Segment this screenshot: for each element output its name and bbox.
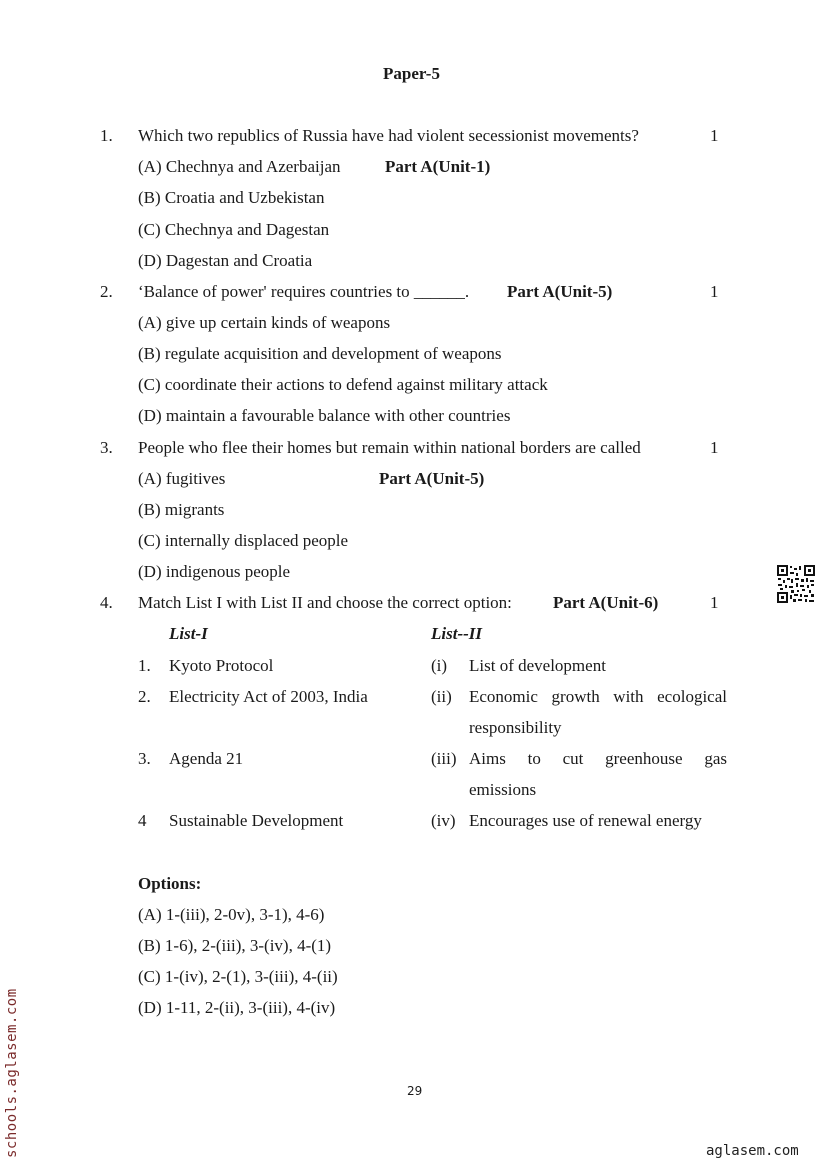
list1-item: Agenda 21 xyxy=(169,749,244,768)
option-c: (C) coordinate their actions to defend against military attack xyxy=(138,375,548,394)
list2-item-number: (iii) xyxy=(431,749,457,768)
part-label: Part A(Unit-5) xyxy=(379,469,485,488)
list2-item-number: (iv) xyxy=(431,811,456,830)
option-a: (A) Chechnya and Azerbaijan xyxy=(138,157,341,176)
list2-item-continuation: emissions xyxy=(469,780,537,799)
option-a: (A) give up certain kinds of weapons xyxy=(138,313,391,332)
list1-item: Kyoto Protocol xyxy=(169,656,274,675)
question-mark: 1 xyxy=(710,438,719,457)
list2-item-continuation: responsibility xyxy=(469,718,562,737)
option-d: (D) indigenous people xyxy=(138,562,291,581)
option-b: (B) 1-6), 2-(iii), 3-(iv), 4-(1) xyxy=(138,936,332,955)
list2-item: Encourages use of renewal energy xyxy=(469,811,702,830)
part-label: Part A(Unit-5) xyxy=(507,282,613,301)
bottom-watermark: aglasem.com xyxy=(706,1143,799,1159)
list2-item-number: (ii) xyxy=(431,687,452,706)
option-c: (C) internally displaced people xyxy=(138,531,349,550)
part-label: Part A(Unit-6) xyxy=(553,593,659,612)
list1-item: Sustainable Development xyxy=(169,811,344,830)
question-mark: 1 xyxy=(710,126,719,145)
question-number: 1. xyxy=(100,126,113,145)
option-c: (C) Chechnya and Dagestan xyxy=(138,220,330,239)
page-number: 29 xyxy=(407,1084,423,1098)
question-mark: 1 xyxy=(710,593,719,612)
question-text: Match List I with List II and choose the correct option: xyxy=(138,593,512,612)
list1-item-number: 4 xyxy=(138,811,147,830)
option-d: (D) 1-11, 2-(ii), 3-(iii), 4-(iv) xyxy=(138,998,336,1017)
list2-item: Aims to cut greenhouse gas xyxy=(469,749,727,768)
side-watermark: schools.aglasem.com xyxy=(4,988,20,1158)
option-a: (A) 1-(iii), 2-0v), 3-1), 4-6) xyxy=(138,905,325,924)
option-c: (C) 1-(iv), 2-(1), 3-(iii), 4-(ii) xyxy=(138,967,338,986)
question-text: ‘Balance of power' requires countries to ______. xyxy=(138,282,470,301)
option-d: (D) maintain a favourable balance with other countries xyxy=(138,406,511,425)
option-d: (D) Dagestan and Croatia xyxy=(138,251,313,270)
option-b: (B) migrants xyxy=(138,500,225,519)
question-text: People who flee their homes but remain within national borders are called xyxy=(138,438,641,457)
list1-item-number: 2. xyxy=(138,687,151,706)
question-text: Which two republics of Russia have had violent secessionist movements? xyxy=(138,126,639,145)
option-b: (B) Croatia and Uzbekistan xyxy=(138,188,325,207)
option-a: (A) fugitives xyxy=(138,469,226,488)
part-label: Part A(Unit-1) xyxy=(385,157,491,176)
options-heading: Options: xyxy=(138,874,202,893)
list1-item-number: 1. xyxy=(138,656,151,675)
list2-item: Economic growth with ecological xyxy=(469,687,727,706)
page-title: Paper-5 xyxy=(383,64,440,83)
list1-header: List-I xyxy=(169,624,208,643)
list2-item-number: (i) xyxy=(431,656,448,675)
list1-item-number: 3. xyxy=(138,749,151,768)
question-number: 2. xyxy=(100,282,113,301)
question-number: 3. xyxy=(100,438,113,457)
list1-item: Electricity Act of 2003, India xyxy=(169,687,368,706)
qr-code-icon xyxy=(776,564,816,604)
list2-header: List--II xyxy=(431,624,482,643)
list2-item: List of development xyxy=(469,656,606,675)
question-mark: 1 xyxy=(710,282,719,301)
option-b: (B) regulate acquisition and development of weapons xyxy=(138,344,502,363)
question-number: 4. xyxy=(100,593,113,612)
